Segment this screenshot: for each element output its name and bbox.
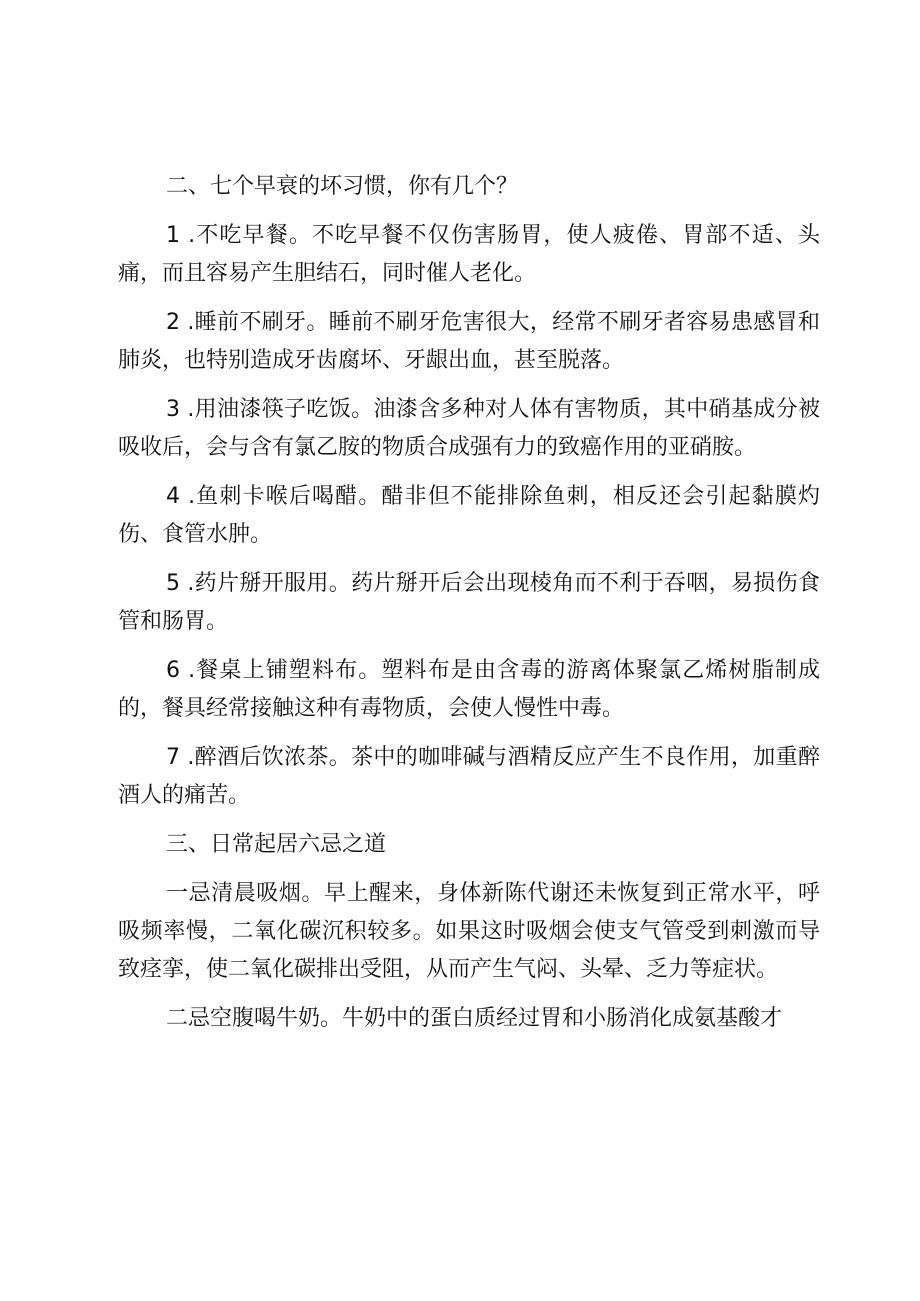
habit-item-4: 4 .鱼刺卡喉后喝醋。醋非但不能排除鱼刺，相反还会引起黏膜灼伤、食管水肿。 — [118, 484, 820, 547]
habit-item-6: 6 .餐桌上铺塑料布。塑料布是由含毒的游离体聚氯乙烯树脂制成的，餐具经常接触这种有毒物质，会使人慢性中毒。 — [118, 658, 820, 721]
habit-item-1: 1 .不吃早餐。不吃早餐不仅伤害肠胃，使人疲倦、胃部不适、头痛，而且容易产生胆结石，同时催人老化。 — [118, 223, 820, 286]
habit-item-7: 7 .醉酒后饮浓茶。茶中的咖啡碱与酒精反应产生不良作用，加重醉酒人的痛苦。 — [118, 745, 820, 808]
section-heading-taboos: 三、日常起居六忌之道 — [166, 832, 387, 857]
document-body — [118, 168, 820, 1049]
habit-item-5: 5 .药片掰开服用。药片掰开后会出现棱角而不利于吞咽，易损伤食管和肠胃。 — [118, 571, 820, 634]
habit-item-3: 3 .用油漆筷子吃饭。油漆含多种对人体有害物质，其中硝基成分被吸收后，会与含有氯乙胺的物质合成强有力的致癌作用的亚硝胺。 — [118, 397, 820, 460]
taboo-item-1: 一忌清晨吸烟。早上醒来，身体新陈代谢还未恢复到正常水平，呼吸频率慢，二氧化碳沉积较多。如果这时吸烟会使支气管受到刺激而导致痉挛，使二氧化碳排出受阻，从而产生气闷、头晕、乏力等症状。 — [118, 881, 820, 982]
section-heading-habits: 二、七个早衰的坏习惯，你有几个？ — [166, 174, 519, 199]
taboo-item-2: 二忌空腹喝牛奶。牛奶中的蛋白质经过胃和小肠消化成氨基酸才 — [166, 1006, 783, 1031]
habit-item-2: 2 .睡前不刷牙。睡前不刷牙危害很大，经常不刷牙者容易患感冒和肺炎，也特别造成牙齿腐坏、牙龈出血，甚至脱落。 — [118, 310, 820, 373]
